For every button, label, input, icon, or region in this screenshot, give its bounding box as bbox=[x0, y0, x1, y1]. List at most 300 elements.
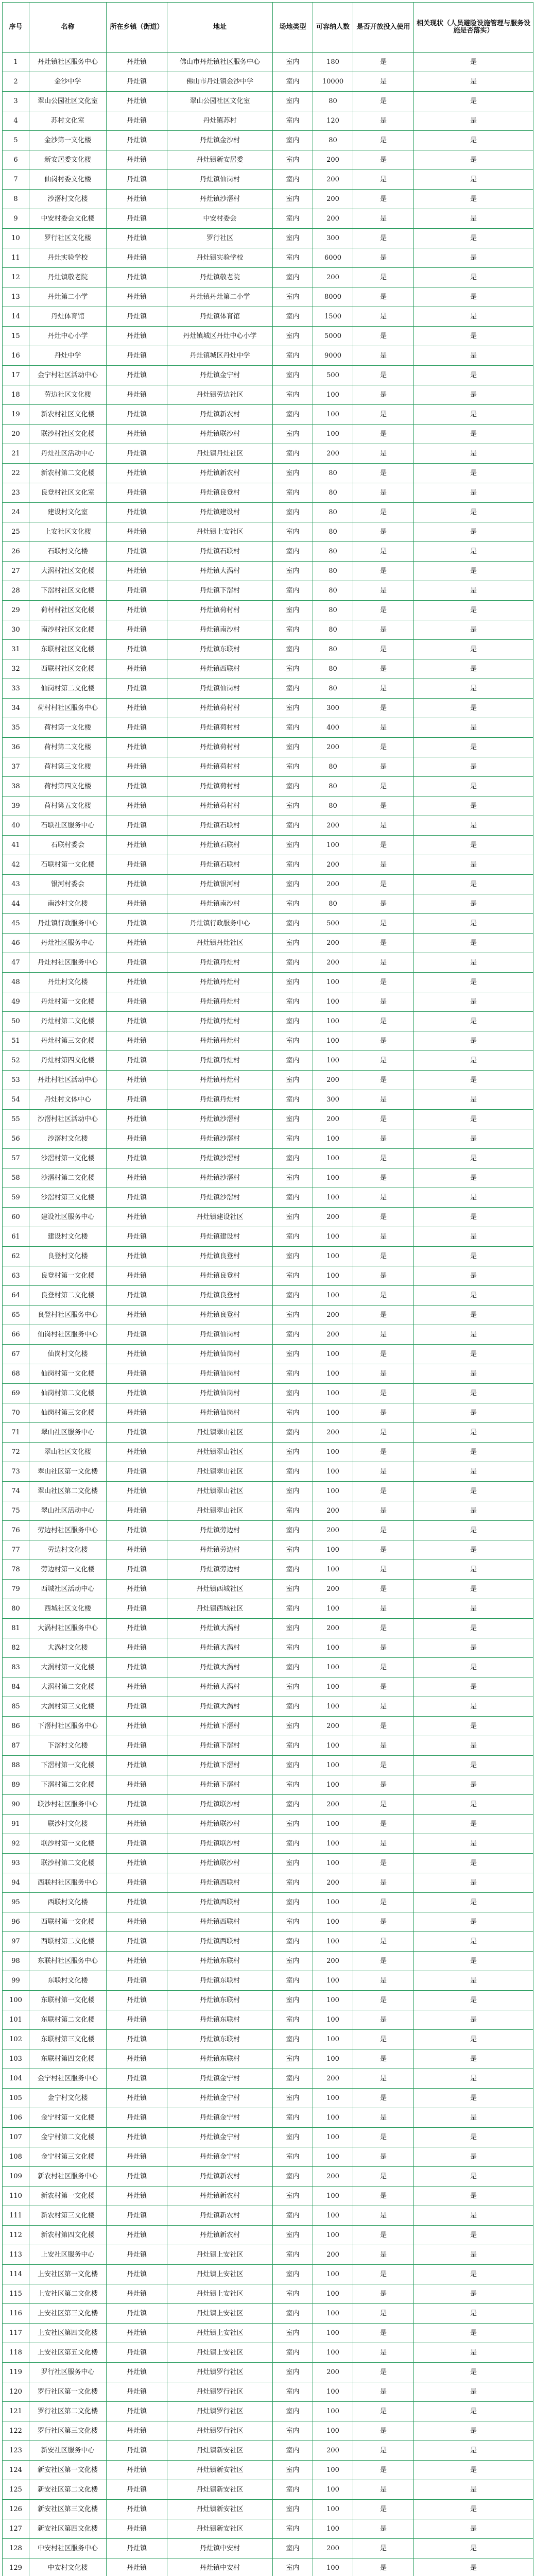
table-row bbox=[3, 2167, 533, 2187]
cell-name: 丹灶第二小学 bbox=[29, 287, 107, 307]
cell-open: 是 bbox=[353, 1403, 414, 1423]
cell-address: 丹灶镇仙岗村 bbox=[167, 1345, 273, 1364]
cell-capacity: 200 bbox=[313, 2167, 353, 2187]
cell-type: 室内 bbox=[273, 1932, 313, 1952]
table-row bbox=[3, 973, 533, 992]
table-row bbox=[3, 1266, 533, 1286]
cell-name: 沙滘村第一文化楼 bbox=[29, 1149, 107, 1168]
cell-name: 东联村第四文化楼 bbox=[29, 2049, 107, 2069]
cell-name: 东联村社区文化楼 bbox=[29, 640, 107, 659]
cell-capacity: 100 bbox=[313, 1697, 353, 1717]
cell-open: 是 bbox=[353, 1051, 414, 1071]
cell-no: 95 bbox=[3, 1893, 29, 1912]
table-row bbox=[3, 1306, 533, 1325]
cell-capacity: 80 bbox=[313, 757, 353, 777]
cell-town: 丹灶镇 bbox=[107, 1247, 167, 1266]
table-row bbox=[3, 1873, 533, 1893]
table-row bbox=[3, 503, 533, 522]
cell-town: 丹灶镇 bbox=[107, 1188, 167, 1208]
cell-capacity: 100 bbox=[313, 2010, 353, 2030]
cell-no: 31 bbox=[3, 640, 29, 659]
cell-facilities: 是 bbox=[414, 2089, 533, 2108]
cell-no: 56 bbox=[3, 1129, 29, 1149]
cell-no: 7 bbox=[3, 170, 29, 190]
cell-name: 丹灶中学 bbox=[29, 346, 107, 366]
cell-address: 丹灶镇建设村 bbox=[167, 1227, 273, 1247]
cell-town: 丹灶镇 bbox=[107, 1912, 167, 1932]
cell-town: 丹灶镇 bbox=[107, 2206, 167, 2226]
cell-name: 丹灶村第二文化楼 bbox=[29, 1012, 107, 1031]
cell-address: 丹灶镇中安村 bbox=[167, 2558, 273, 2576]
cell-address: 丹灶镇新农村 bbox=[167, 2187, 273, 2206]
cell-capacity: 100 bbox=[313, 2382, 353, 2402]
table-row bbox=[3, 659, 533, 679]
cell-open: 是 bbox=[353, 2304, 414, 2324]
cell-capacity: 100 bbox=[313, 1227, 353, 1247]
cell-facilities: 是 bbox=[414, 131, 533, 150]
cell-facilities: 是 bbox=[414, 268, 533, 287]
cell-open: 是 bbox=[353, 1090, 414, 1110]
cell-facilities: 是 bbox=[414, 1580, 533, 1599]
cell-address: 丹灶镇劳边村 bbox=[167, 1560, 273, 1580]
cell-open: 是 bbox=[353, 1971, 414, 1991]
cell-open: 是 bbox=[353, 2226, 414, 2245]
cell-address: 丹灶镇沙滘村 bbox=[167, 1129, 273, 1149]
cell-town: 丹灶镇 bbox=[107, 209, 167, 229]
cell-type: 室内 bbox=[273, 1795, 313, 1815]
cell-address: 丹灶镇新农村 bbox=[167, 405, 273, 425]
table-row bbox=[3, 1619, 533, 1638]
cell-type: 室内 bbox=[273, 640, 313, 659]
cell-facilities: 是 bbox=[414, 444, 533, 464]
cell-type: 室内 bbox=[273, 1658, 313, 1677]
cell-address: 丹灶镇东联村 bbox=[167, 1991, 273, 2010]
table-row bbox=[3, 2304, 533, 2324]
cell-address: 丹灶镇沙滘村 bbox=[167, 1168, 273, 1188]
cell-name: 新农村社区文化楼 bbox=[29, 405, 107, 425]
cell-no: 70 bbox=[3, 1403, 29, 1423]
cell-capacity: 100 bbox=[313, 1443, 353, 1462]
cell-no: 28 bbox=[3, 581, 29, 601]
table-row bbox=[3, 1971, 533, 1991]
cell-facilities: 是 bbox=[414, 385, 533, 405]
cell-facilities: 是 bbox=[414, 1129, 533, 1149]
cell-open: 是 bbox=[353, 914, 414, 934]
cell-town: 丹灶镇 bbox=[107, 2069, 167, 2089]
cell-name: 南沙村文化楼 bbox=[29, 894, 107, 914]
cell-no: 81 bbox=[3, 1619, 29, 1638]
cell-open: 是 bbox=[353, 1501, 414, 1521]
cell-name: 新安社区第三文化楼 bbox=[29, 2500, 107, 2519]
table-row bbox=[3, 72, 533, 92]
cell-type: 室内 bbox=[273, 2128, 313, 2147]
cell-open: 是 bbox=[353, 1208, 414, 1227]
cell-type: 室内 bbox=[273, 366, 313, 385]
cell-town: 丹灶镇 bbox=[107, 1893, 167, 1912]
cell-capacity: 100 bbox=[313, 2480, 353, 2500]
cell-facilities: 是 bbox=[414, 973, 533, 992]
cell-capacity: 100 bbox=[313, 1912, 353, 1932]
cell-address: 丹灶镇丹灶村 bbox=[167, 1090, 273, 1110]
table-row bbox=[3, 346, 533, 366]
cell-town: 丹灶镇 bbox=[107, 2421, 167, 2441]
cell-capacity: 100 bbox=[313, 1031, 353, 1051]
cell-name: 金宁村社区活动中心 bbox=[29, 366, 107, 385]
cell-type: 室内 bbox=[273, 973, 313, 992]
cell-type: 室内 bbox=[273, 483, 313, 503]
cell-name: 翠山社区第二文化楼 bbox=[29, 1482, 107, 1501]
table-row bbox=[3, 1736, 533, 1756]
cell-capacity: 80 bbox=[313, 620, 353, 640]
table-row bbox=[3, 777, 533, 796]
cell-no: 76 bbox=[3, 1521, 29, 1540]
cell-town: 丹灶镇 bbox=[107, 2265, 167, 2284]
cell-open: 是 bbox=[353, 1952, 414, 1971]
cell-type: 室内 bbox=[273, 2206, 313, 2226]
cell-no: 72 bbox=[3, 1443, 29, 1462]
cell-name: 沙滘村第二文化楼 bbox=[29, 1168, 107, 1188]
cell-town: 丹灶镇 bbox=[107, 2382, 167, 2402]
cell-open: 是 bbox=[353, 1599, 414, 1619]
cell-open: 是 bbox=[353, 659, 414, 679]
cell-no: 18 bbox=[3, 385, 29, 405]
cell-type: 室内 bbox=[273, 248, 313, 268]
cell-no: 53 bbox=[3, 1071, 29, 1090]
cell-facilities: 是 bbox=[414, 327, 533, 346]
cell-facilities: 是 bbox=[414, 1834, 533, 1854]
cell-capacity: 300 bbox=[313, 1090, 353, 1110]
cell-address: 丹灶镇石联村 bbox=[167, 836, 273, 855]
cell-facilities: 是 bbox=[414, 92, 533, 111]
cell-address: 中安村委会 bbox=[167, 209, 273, 229]
table-row bbox=[3, 1031, 533, 1051]
cell-capacity: 10000 bbox=[313, 72, 353, 92]
cell-type: 室内 bbox=[273, 1266, 313, 1286]
cell-type: 室内 bbox=[273, 1717, 313, 1736]
cell-type: 室内 bbox=[273, 718, 313, 738]
cell-address: 丹灶镇罗行社区 bbox=[167, 2382, 273, 2402]
cell-open: 是 bbox=[353, 2147, 414, 2167]
cell-town: 丹灶镇 bbox=[107, 581, 167, 601]
cell-capacity: 200 bbox=[313, 1795, 353, 1815]
cell-facilities: 是 bbox=[414, 1051, 533, 1071]
cell-no: 88 bbox=[3, 1756, 29, 1775]
cell-type: 室内 bbox=[273, 1188, 313, 1208]
cell-facilities: 是 bbox=[414, 483, 533, 503]
cell-capacity: 100 bbox=[313, 1012, 353, 1031]
table-row bbox=[3, 2206, 533, 2226]
cell-open: 是 bbox=[353, 425, 414, 444]
cell-town: 丹灶镇 bbox=[107, 1286, 167, 1306]
table-row bbox=[3, 2265, 533, 2284]
table-row bbox=[3, 2069, 533, 2089]
cell-address: 丹灶镇金宁村 bbox=[167, 366, 273, 385]
cell-open: 是 bbox=[353, 385, 414, 405]
cell-open: 是 bbox=[353, 2089, 414, 2108]
cell-town: 丹灶镇 bbox=[107, 738, 167, 757]
cell-town: 丹灶镇 bbox=[107, 1619, 167, 1638]
shelter-table-container bbox=[2, 2, 533, 2576]
cell-open: 是 bbox=[353, 934, 414, 953]
table-row bbox=[3, 327, 533, 346]
table-row bbox=[3, 170, 533, 190]
cell-facilities: 是 bbox=[414, 1795, 533, 1815]
cell-open: 是 bbox=[353, 346, 414, 366]
cell-town: 丹灶镇 bbox=[107, 1129, 167, 1149]
cell-name: 建设村文化室 bbox=[29, 503, 107, 522]
cell-type: 室内 bbox=[273, 327, 313, 346]
cell-name: 仙岗村委文化楼 bbox=[29, 170, 107, 190]
table-row bbox=[3, 1325, 533, 1345]
table-row bbox=[3, 1854, 533, 1873]
cell-address: 丹灶镇大涡村 bbox=[167, 1697, 273, 1717]
cell-address: 丹灶镇新农村 bbox=[167, 464, 273, 483]
cell-town: 丹灶镇 bbox=[107, 1227, 167, 1247]
cell-name: 银河村委会 bbox=[29, 875, 107, 894]
cell-town: 丹灶镇 bbox=[107, 1521, 167, 1540]
cell-address: 丹灶镇上安社区 bbox=[167, 2324, 273, 2343]
cell-type: 室内 bbox=[273, 2324, 313, 2343]
cell-address: 丹灶镇大涡村 bbox=[167, 1638, 273, 1658]
cell-no: 111 bbox=[3, 2206, 29, 2226]
table-row bbox=[3, 2284, 533, 2304]
table-row bbox=[3, 2539, 533, 2558]
cell-type: 室内 bbox=[273, 1149, 313, 1168]
cell-open: 是 bbox=[353, 1188, 414, 1208]
table-row bbox=[3, 1384, 533, 1403]
cell-town: 丹灶镇 bbox=[107, 464, 167, 483]
table-row bbox=[3, 2402, 533, 2421]
cell-no: 22 bbox=[3, 464, 29, 483]
cell-type: 室内 bbox=[273, 1227, 313, 1247]
cell-capacity: 9000 bbox=[313, 346, 353, 366]
cell-capacity: 100 bbox=[313, 2089, 353, 2108]
cell-capacity: 200 bbox=[313, 855, 353, 875]
cell-address: 丹灶镇南沙村 bbox=[167, 894, 273, 914]
cell-town: 丹灶镇 bbox=[107, 718, 167, 738]
cell-no: 74 bbox=[3, 1482, 29, 1501]
cell-name: 下滘村社区服务中心 bbox=[29, 1717, 107, 1736]
cell-type: 室内 bbox=[273, 1247, 313, 1266]
cell-type: 室内 bbox=[273, 1051, 313, 1071]
cell-no: 4 bbox=[3, 111, 29, 131]
cell-no: 94 bbox=[3, 1873, 29, 1893]
cell-address: 丹灶镇行政服务中心 bbox=[167, 914, 273, 934]
cell-town: 丹灶镇 bbox=[107, 1266, 167, 1286]
cell-type: 室内 bbox=[273, 2402, 313, 2421]
cell-open: 是 bbox=[353, 1129, 414, 1149]
table-row bbox=[3, 385, 533, 405]
cell-type: 室内 bbox=[273, 72, 313, 92]
cell-capacity: 200 bbox=[313, 150, 353, 170]
cell-address: 丹灶镇沙滘村 bbox=[167, 190, 273, 209]
cell-open: 是 bbox=[353, 1325, 414, 1345]
cell-capacity: 8000 bbox=[313, 287, 353, 307]
cell-open: 是 bbox=[353, 464, 414, 483]
cell-town: 丹灶镇 bbox=[107, 953, 167, 973]
cell-address: 丹灶镇荷村村 bbox=[167, 796, 273, 816]
cell-capacity: 180 bbox=[313, 53, 353, 72]
cell-capacity: 100 bbox=[313, 2421, 353, 2441]
header-row bbox=[3, 3, 533, 53]
cell-type: 室内 bbox=[273, 679, 313, 699]
table-row bbox=[3, 1599, 533, 1619]
cell-facilities: 是 bbox=[414, 1168, 533, 1188]
cell-town: 丹灶镇 bbox=[107, 1090, 167, 1110]
cell-name: 东联村社区服务中心 bbox=[29, 1952, 107, 1971]
cell-town: 丹灶镇 bbox=[107, 503, 167, 522]
cell-address: 丹灶镇仙岗村 bbox=[167, 1325, 273, 1345]
cell-facilities: 是 bbox=[414, 2265, 533, 2284]
cell-no: 120 bbox=[3, 2382, 29, 2402]
cell-name: 罗行社区文化楼 bbox=[29, 229, 107, 248]
cell-type: 室内 bbox=[273, 405, 313, 425]
cell-open: 是 bbox=[353, 562, 414, 581]
table-row bbox=[3, 2147, 533, 2167]
cell-town: 丹灶镇 bbox=[107, 2343, 167, 2363]
cell-name: 石联村文化楼 bbox=[29, 542, 107, 562]
cell-type: 室内 bbox=[273, 2519, 313, 2539]
table-row bbox=[3, 601, 533, 620]
cell-name: 建设社区服务中心 bbox=[29, 1208, 107, 1227]
cell-open: 是 bbox=[353, 1384, 414, 1403]
col-header-address: 地址 bbox=[167, 3, 273, 53]
cell-type: 室内 bbox=[273, 816, 313, 836]
cell-name: 翠山社区第一文化楼 bbox=[29, 1462, 107, 1482]
cell-type: 室内 bbox=[273, 307, 313, 327]
cell-name: 中安村委会文化楼 bbox=[29, 209, 107, 229]
cell-no: 10 bbox=[3, 229, 29, 248]
cell-town: 丹灶镇 bbox=[107, 679, 167, 699]
cell-town: 丹灶镇 bbox=[107, 934, 167, 953]
cell-no: 48 bbox=[3, 973, 29, 992]
cell-capacity: 200 bbox=[313, 1208, 353, 1227]
cell-facilities: 是 bbox=[414, 1912, 533, 1932]
col-header-town: 所在乡镇（街道） bbox=[107, 3, 167, 53]
cell-town: 丹灶镇 bbox=[107, 268, 167, 287]
cell-no: 93 bbox=[3, 1854, 29, 1873]
cell-name: 上安社区第一文化楼 bbox=[29, 2265, 107, 2284]
cell-type: 室内 bbox=[273, 562, 313, 581]
cell-town: 丹灶镇 bbox=[107, 1854, 167, 1873]
cell-name: 西联村文化楼 bbox=[29, 1893, 107, 1912]
cell-address: 丹灶镇仙岗村 bbox=[167, 170, 273, 190]
cell-facilities: 是 bbox=[414, 855, 533, 875]
cell-no: 129 bbox=[3, 2558, 29, 2576]
cell-town: 丹灶镇 bbox=[107, 2147, 167, 2167]
cell-town: 丹灶镇 bbox=[107, 1658, 167, 1677]
cell-address: 丹灶镇东联村 bbox=[167, 2010, 273, 2030]
cell-facilities: 是 bbox=[414, 1501, 533, 1521]
cell-capacity: 200 bbox=[313, 2363, 353, 2382]
cell-no: 60 bbox=[3, 1208, 29, 1227]
cell-capacity: 100 bbox=[313, 405, 353, 425]
cell-name: 新农村第二文化楼 bbox=[29, 464, 107, 483]
cell-name: 金宁村文化楼 bbox=[29, 2089, 107, 2108]
col-header-no: 序号 bbox=[3, 3, 29, 53]
cell-facilities: 是 bbox=[414, 1208, 533, 1227]
cell-name: 荷村第一文化楼 bbox=[29, 718, 107, 738]
cell-name: 仙岗村第三文化楼 bbox=[29, 1403, 107, 1423]
table-row bbox=[3, 1893, 533, 1912]
cell-address: 丹灶镇建设村 bbox=[167, 503, 273, 522]
cell-address: 丹灶镇沙滘村 bbox=[167, 1149, 273, 1168]
cell-name: 石联社区服务中心 bbox=[29, 816, 107, 836]
cell-address: 丹灶镇苏村 bbox=[167, 111, 273, 131]
cell-town: 丹灶镇 bbox=[107, 542, 167, 562]
cell-facilities: 是 bbox=[414, 796, 533, 816]
cell-address: 丹灶镇仙岗村 bbox=[167, 1364, 273, 1384]
cell-address: 丹灶镇石联村 bbox=[167, 816, 273, 836]
cell-facilities: 是 bbox=[414, 111, 533, 131]
cell-facilities: 是 bbox=[414, 1638, 533, 1658]
cell-town: 丹灶镇 bbox=[107, 1834, 167, 1854]
cell-facilities: 是 bbox=[414, 1775, 533, 1795]
table-row bbox=[3, 1521, 533, 1540]
cell-address: 丹灶镇劳边村 bbox=[167, 1521, 273, 1540]
cell-capacity: 80 bbox=[313, 542, 353, 562]
cell-open: 是 bbox=[353, 2069, 414, 2089]
cell-address: 丹灶镇丹灶村 bbox=[167, 1071, 273, 1090]
cell-address: 丹灶镇联沙村 bbox=[167, 425, 273, 444]
cell-address: 丹灶镇东联村 bbox=[167, 2030, 273, 2049]
cell-type: 室内 bbox=[273, 894, 313, 914]
cell-address: 丹灶镇银河村 bbox=[167, 875, 273, 894]
cell-type: 室内 bbox=[273, 992, 313, 1012]
cell-capacity: 100 bbox=[313, 1540, 353, 1560]
cell-address: 丹灶镇西联村 bbox=[167, 1873, 273, 1893]
cell-name: 东联村第三文化楼 bbox=[29, 2030, 107, 2049]
cell-facilities: 是 bbox=[414, 2343, 533, 2363]
cell-facilities: 是 bbox=[414, 72, 533, 92]
cell-address: 佛山市丹灶镇社区服务中心 bbox=[167, 53, 273, 72]
cell-facilities: 是 bbox=[414, 150, 533, 170]
cell-no: 96 bbox=[3, 1912, 29, 1932]
cell-address: 丹灶镇大涡村 bbox=[167, 1619, 273, 1638]
cell-capacity: 1500 bbox=[313, 307, 353, 327]
cell-open: 是 bbox=[353, 1834, 414, 1854]
cell-town: 丹灶镇 bbox=[107, 1403, 167, 1423]
cell-facilities: 是 bbox=[414, 1697, 533, 1717]
cell-open: 是 bbox=[353, 2402, 414, 2421]
cell-town: 丹灶镇 bbox=[107, 1462, 167, 1482]
cell-name: 西联村第一文化楼 bbox=[29, 1912, 107, 1932]
cell-facilities: 是 bbox=[414, 1854, 533, 1873]
cell-facilities: 是 bbox=[414, 2167, 533, 2187]
cell-open: 是 bbox=[353, 581, 414, 601]
cell-capacity: 200 bbox=[313, 1717, 353, 1736]
cell-address: 丹灶镇劳边村 bbox=[167, 1540, 273, 1560]
cell-no: 27 bbox=[3, 562, 29, 581]
table-row bbox=[3, 464, 533, 483]
cell-town: 丹灶镇 bbox=[107, 2402, 167, 2421]
cell-open: 是 bbox=[353, 2421, 414, 2441]
cell-facilities: 是 bbox=[414, 1736, 533, 1756]
cell-address: 丹灶镇新安社区 bbox=[167, 2519, 273, 2539]
cell-capacity: 80 bbox=[313, 581, 353, 601]
cell-capacity: 80 bbox=[313, 131, 353, 150]
cell-town: 丹灶镇 bbox=[107, 2284, 167, 2304]
cell-open: 是 bbox=[353, 1247, 414, 1266]
cell-no: 126 bbox=[3, 2500, 29, 2519]
cell-town: 丹灶镇 bbox=[107, 2089, 167, 2108]
cell-capacity: 200 bbox=[313, 1325, 353, 1345]
cell-facilities: 是 bbox=[414, 522, 533, 542]
cell-address: 丹灶镇下滘村 bbox=[167, 1775, 273, 1795]
cell-address: 丹灶镇联沙村 bbox=[167, 1834, 273, 1854]
cell-capacity: 100 bbox=[313, 2304, 353, 2324]
cell-type: 室内 bbox=[273, 2245, 313, 2265]
